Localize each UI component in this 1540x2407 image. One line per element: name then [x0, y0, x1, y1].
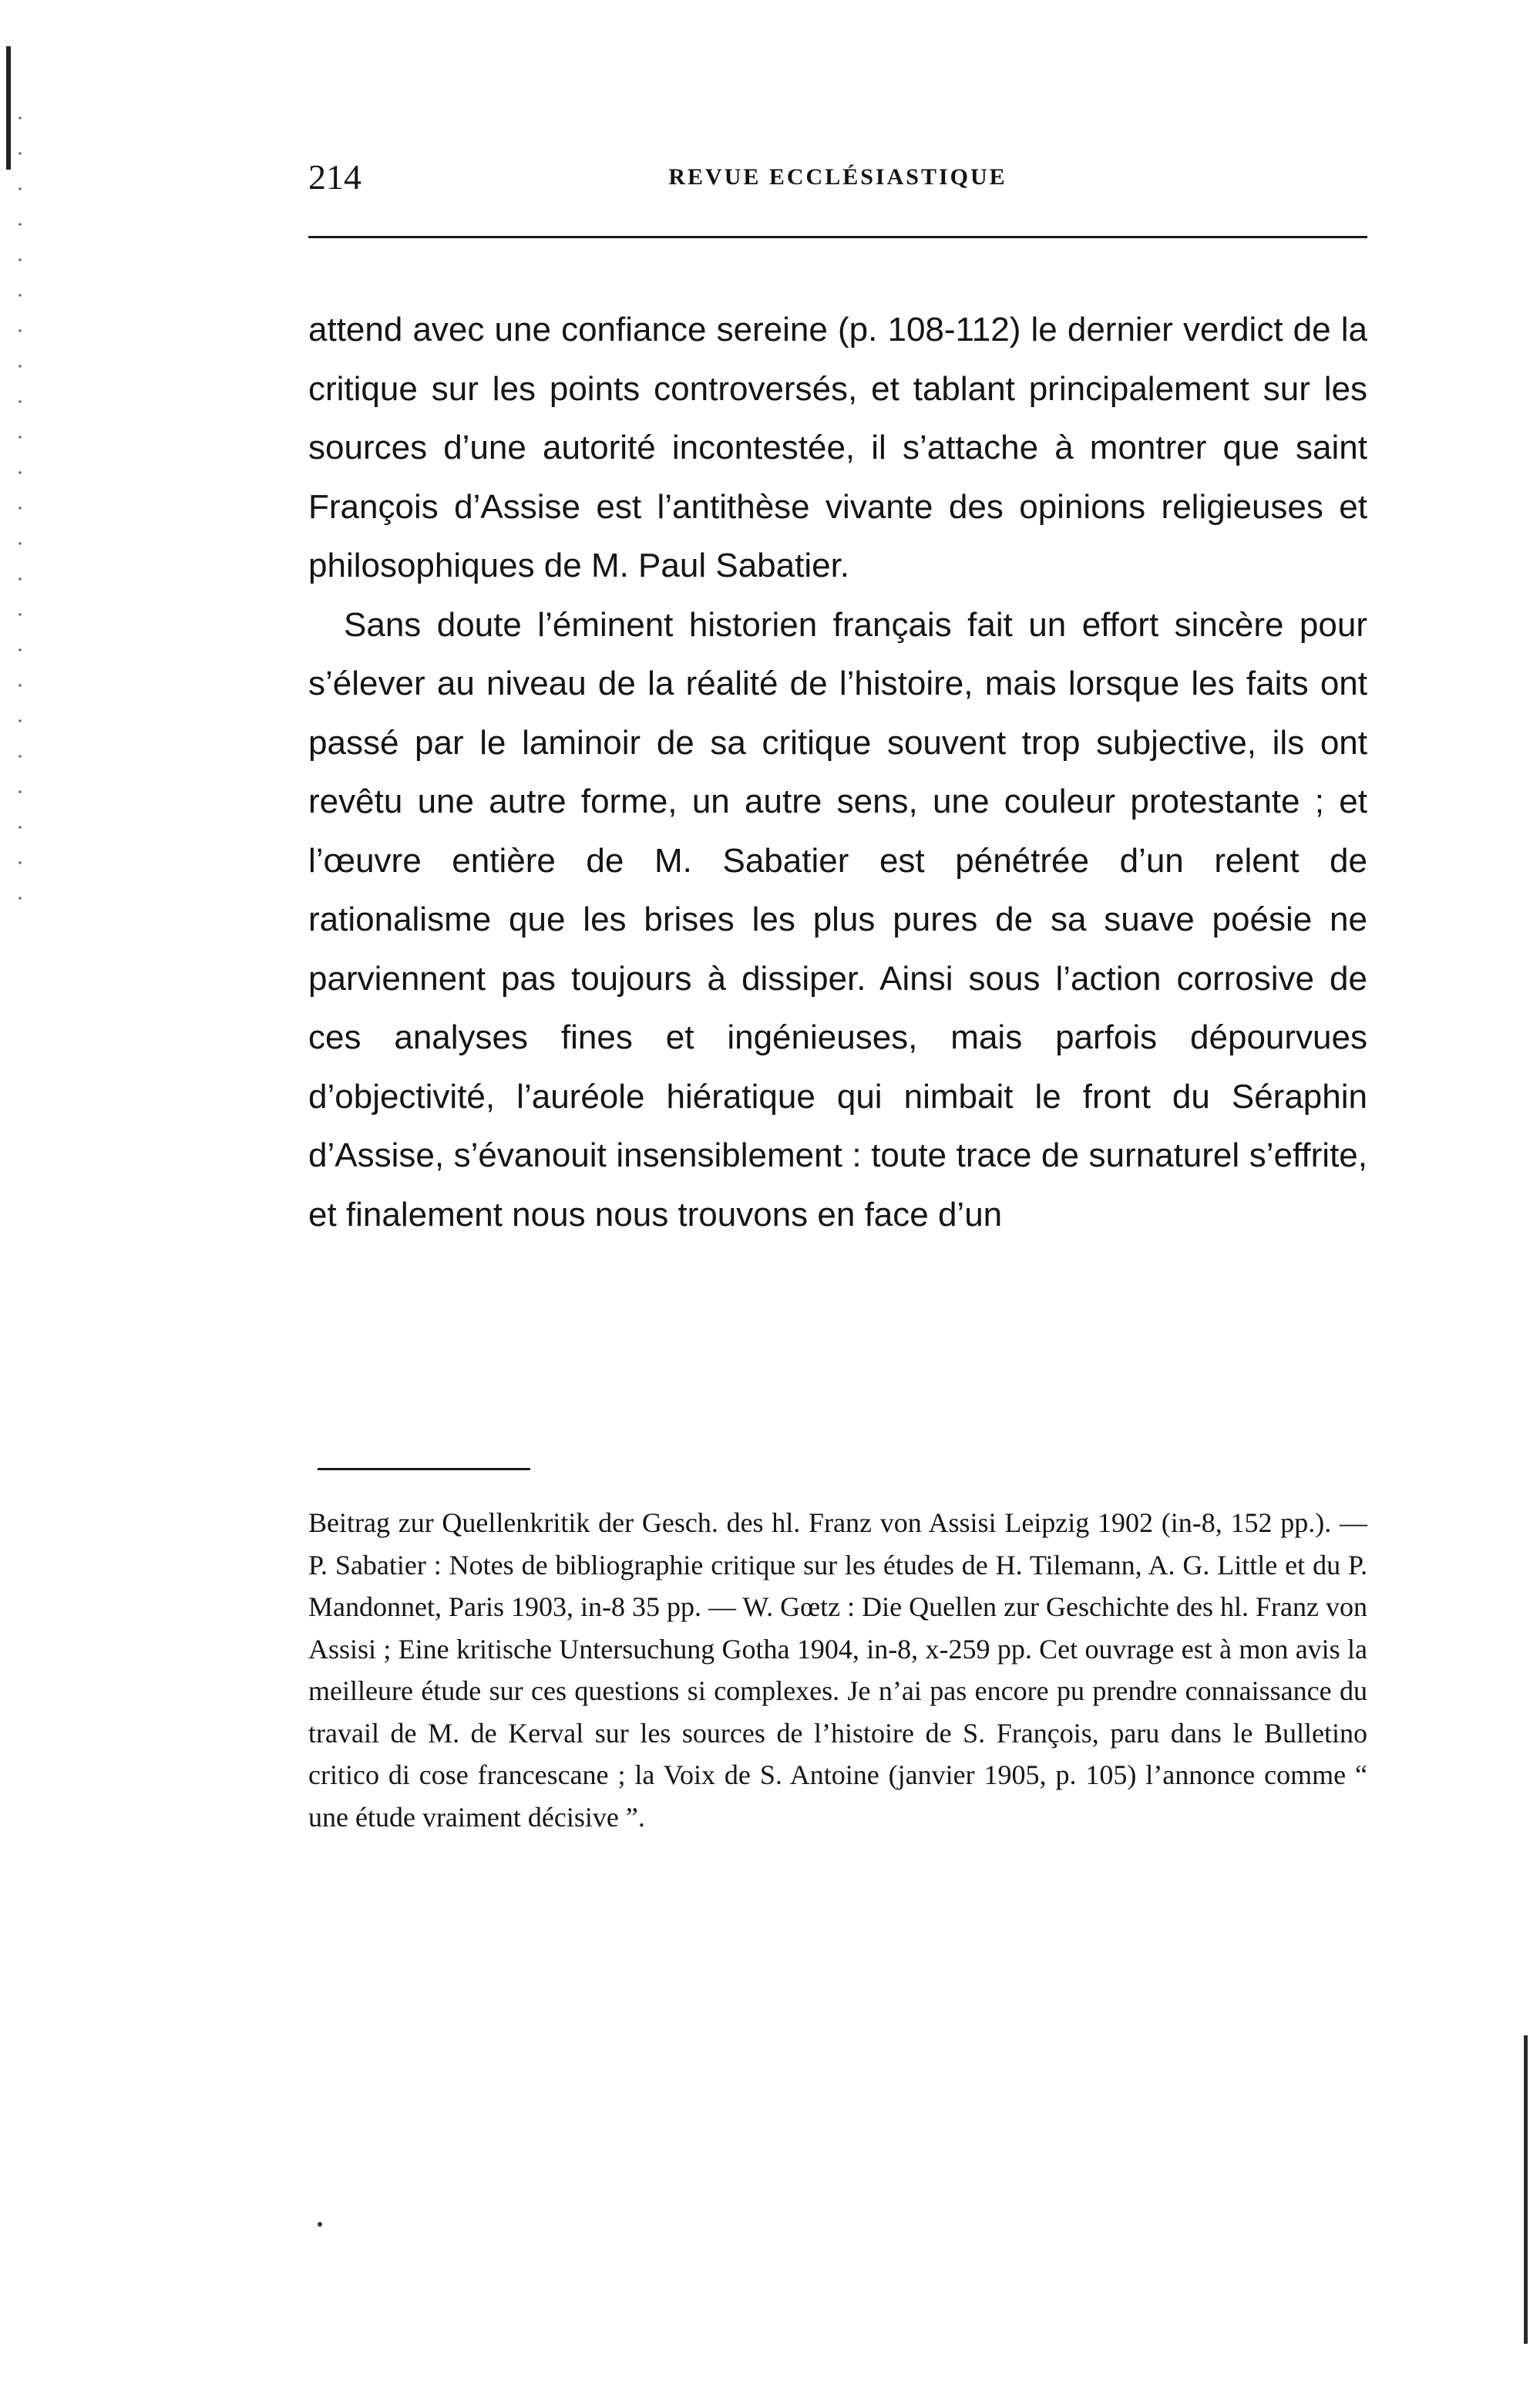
header-rule: [308, 236, 1367, 238]
footnote: [308, 1502, 1367, 1838]
journal-title: REVUE ECCLÉSIASTIQUE: [668, 164, 1007, 190]
scan-speck: [318, 2222, 322, 2227]
paragraph: attend avec une confiance sereine (p. 108-112) le dernier verdict de la critique sur les points controversés, et tablant principalement sur les sources d’une autorité incontestée, il s’attache à montrer que saint François d’Assise est l’antithèse vivante des opinions religieuses et philosophiques de M. Paul Sabatier.: [308, 311, 1367, 584]
scan-edge-dots: [18, 100, 22, 910]
footnote-text: Beitrag zur Quellenkritik der Gesch. des hl. Franz von Assisi Leipzig 1902 (in-8, 152 pp.). — P. Sabatier : Notes de bibliographie critique sur les études de H. Tilemann, A. G. Little et du P. Mandonnet, Paris 1903, in-8 35 pp. — W. Gœtz : Die Quellen zur Geschichte des hl. Franz von Assisi ; Eine kritische Untersuchung Gotha 1904, in-8, x-259 pp. Cet ouvrage est à mon avis la meilleure étude sur ces questions si complexes. Je n’ai pas encore pu prendre connaissance du travail de M. de Kerval sur les sources de l’histoire de S. François, paru dans le Bulletino critico di cose francescane ; la Voix de S. Antoine (janvier 1905, p. 105) l’annonce comme “ une étude vraiment décisive ”.: [308, 1507, 1367, 1833]
page-number: 214: [308, 157, 361, 197]
paragraph: Sans doute l’éminent historien français fait un effort sincère pour s’élever au niveau de la réalité de l’histoire, mais lorsque les faits ont passé par le laminoir de sa critique souvent trop subjective, ils ont revêtu une autre forme, un autre sens, une couleur protestante ; et l’œuvre entière de M. Sabatier est pénétrée d’un relent de rationalisme que les brises les plus pures de sa suave poésie ne parviennent pas toujours à dissiper. Ainsi sous l’action corrosive de ces analyses fines et ingénieuses, mais parfois dépourvues d’objectivité, l’auréole hiératique qui nimbait le front du Séraphin d’Assise, s’évanouit insensiblement : toute trace de surnaturel s’effrite, et finalement nous nous trouvons en face d’un: [308, 605, 1367, 1234]
running-head: [308, 154, 1367, 200]
scan-edge-mark-right: [1524, 2035, 1528, 2344]
main-text: [308, 301, 1367, 1244]
footnote-rule: [318, 1468, 530, 1470]
scan-edge-mark: [6, 46, 11, 170]
